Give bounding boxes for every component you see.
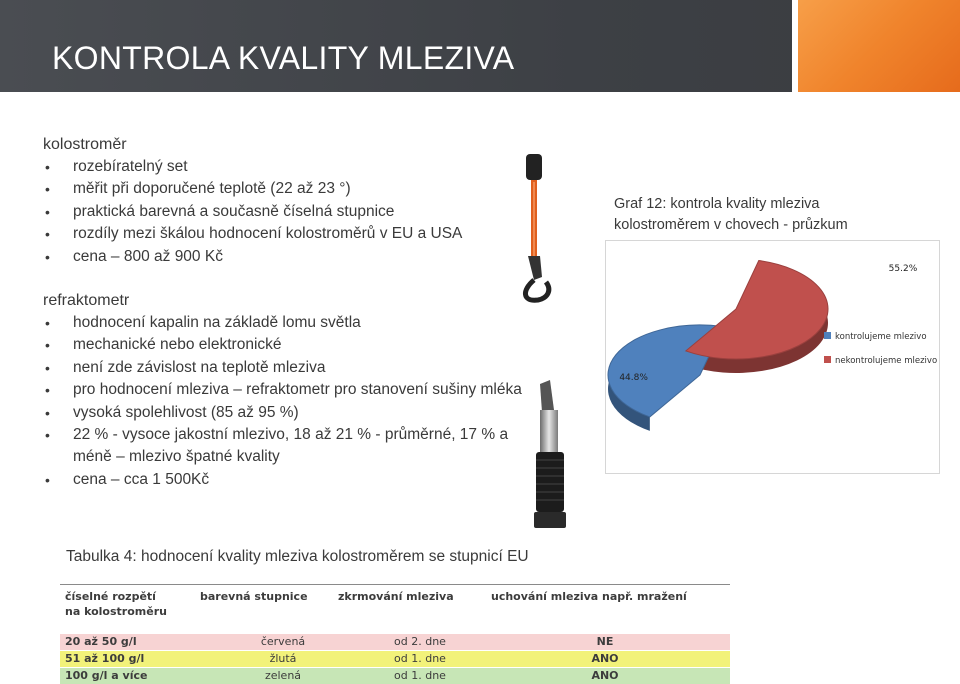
cell-color: zelená: [264, 669, 302, 682]
refraktometr-image: [528, 380, 578, 530]
cell-color: červená: [260, 635, 306, 648]
cell-feeding: od 2. dne: [394, 635, 446, 648]
pie-chart: [606, 241, 939, 473]
list-item: • pro hodnocení mleziva – refraktometr pro stanovení sušiny mléka: [43, 379, 523, 401]
kolostromer-image: [512, 152, 562, 307]
refraktometr-heading: refraktometr: [43, 292, 130, 309]
kolostromer-list: [43, 156, 513, 268]
header-range-line1: číselné rozpětí: [65, 590, 156, 603]
kolostromer-heading: kolostroměr: [43, 136, 127, 153]
page-title: KONTROLA KVALITY MLEZIVA: [52, 40, 515, 76]
list-item: • rozdíly mezi škálou hodnocení kolostroměrů v EU a USA: [43, 223, 513, 245]
cell-feeding: od 1. dne: [394, 652, 446, 665]
cell-range: 100 g/l a více: [65, 669, 148, 682]
legend-entry: kontrolujeme mlezivo: [835, 332, 927, 342]
legend-swatch: [824, 332, 831, 339]
pie-data-label: 44.8%: [619, 373, 648, 383]
refraktometr-section: [43, 290, 523, 491]
refraktometr-list: [43, 312, 523, 491]
list-item: • cena – cca 1 500Kč: [43, 469, 523, 491]
header-feeding: zkrmování mleziva: [338, 590, 454, 603]
table-caption: Tabulka 4: hodnocení kvality mleziva kolostroměrem se stupnicí EU: [66, 548, 529, 565]
table-row: [60, 667, 730, 684]
cell-range: 51 až 100 g/l: [65, 652, 145, 665]
pie-chart-frame: [605, 240, 940, 474]
header-storage: uchování mleziva např. mražení: [491, 590, 687, 603]
list-item: • mechanické nebo elektronické: [43, 334, 523, 356]
table-row: [60, 633, 730, 650]
chart-caption-line2: kolostroměrem v chovech - průzkum: [614, 217, 848, 233]
header-range-line2: na kolostroměru: [65, 605, 167, 618]
list-item: • 22 % - vysoce jakostní mlezivo, 18 až 21 % - průměrné, 17 % a méně – mlezivo špatné kvality: [43, 424, 523, 469]
kolostromer-section: [43, 134, 513, 268]
cell-color: žlutá: [269, 652, 297, 665]
list-item: • praktická barevná a současně číselná stupnice: [43, 201, 513, 223]
pie-data-label: 55.2%: [888, 264, 918, 274]
table-row: [60, 650, 730, 667]
chart-caption: [614, 194, 848, 236]
list-item: • hodnocení kapalin na základě lomu světla: [43, 312, 523, 334]
list-item: • měřit při doporučené teplotě (22 až 23 °): [43, 178, 513, 200]
quality-table: [60, 584, 730, 684]
legend-swatch: [824, 356, 831, 363]
list-item: • vysoká spolehlivost (85 až 95 %): [43, 402, 523, 424]
list-item: • rozebíratelný set: [43, 156, 513, 178]
header-color: barevná stupnice: [200, 590, 308, 603]
cell-storage: NE: [596, 635, 614, 648]
cell-range: 20 až 50 g/l: [65, 635, 137, 648]
chart-caption-line1: Graf 12: kontrola kvality mleziva: [614, 196, 820, 212]
list-item: • cena – 800 až 900 Kč: [43, 246, 513, 268]
list-item: • není zde závislost na teplotě mleziva: [43, 357, 523, 379]
header-range: [65, 589, 167, 619]
cell-storage: ANO: [591, 652, 619, 665]
cell-storage: ANO: [591, 669, 619, 682]
orange-accent-block: [792, 0, 960, 92]
table-header: [60, 584, 730, 633]
title-bar: [0, 0, 960, 92]
legend-entry: nekontrolujeme mlezivo: [835, 356, 938, 366]
cell-feeding: od 1. dne: [394, 669, 446, 682]
